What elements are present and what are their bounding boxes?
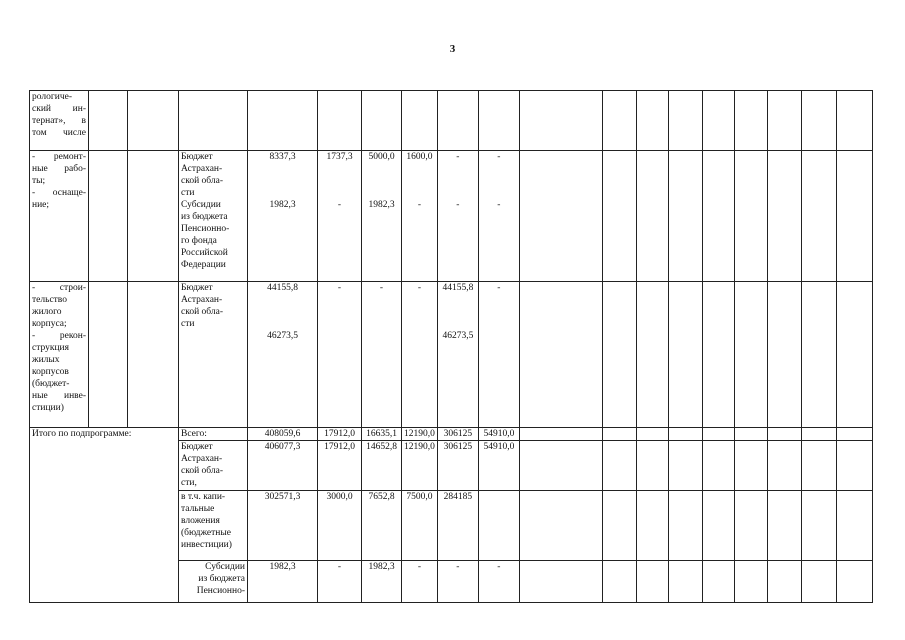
value-cell: 406077,3	[248, 441, 318, 491]
value-cell: 1982,3	[362, 561, 402, 603]
value-cell: 3000,0	[318, 491, 362, 561]
value-cell: 54910,0	[478, 441, 519, 491]
activity-cell: - строи- тельство жилого корпуса; - рекон- струкция жилых корпусов (бюджет- ные инве- стиции)	[30, 282, 89, 428]
table-row	[30, 282, 873, 428]
activity-cell: рологиче- ский ин- тернат», в том числе	[30, 91, 89, 151]
value-cell: 16635,1	[362, 428, 402, 441]
value-cell: 1982,3	[248, 561, 318, 603]
value-cell: 306125	[437, 428, 478, 441]
activity-cell: - ремонт- ные рабо- ты; - оснаще- ние;	[30, 151, 89, 282]
value-cell: 17912,0	[318, 428, 362, 441]
value-cell	[478, 491, 519, 561]
value-cell: 17912,0	[318, 441, 362, 491]
value-cell: 8337,3 1982,3	[248, 151, 318, 282]
value-cell: 12190,0	[402, 441, 438, 491]
value-cell: -	[402, 282, 438, 428]
program-table	[29, 90, 873, 603]
value-cell: 5000,0 1982,3	[362, 151, 402, 282]
value-cell: 1600,0 -	[402, 151, 438, 282]
value-cell: -	[402, 561, 438, 603]
value-cell: 7500,0	[402, 491, 438, 561]
value-cell: 12190,0	[402, 428, 438, 441]
value-cell: - -	[478, 151, 519, 282]
funding-source-cell: Всего:	[179, 428, 248, 441]
value-cell: -	[318, 282, 362, 428]
value-cell: 7652,8	[362, 491, 402, 561]
value-cell: - -	[437, 151, 478, 282]
value-cell: 1737,3 -	[318, 151, 362, 282]
funding-source-cell: Бюджет Астрахан- ской обла- сти	[179, 282, 248, 428]
value-cell: 54910,0	[478, 428, 519, 441]
subprogram-total-label: Итого по подпрограмме:	[30, 428, 179, 603]
table-row	[30, 151, 873, 282]
funding-source-cell: в т.ч. капи- тальные вложения (бюджетные инвестиции)	[179, 491, 248, 561]
page-number: 3	[449, 43, 456, 55]
value-cell: 284185	[437, 491, 478, 561]
funding-source-cell: Субсидии из бюджета Пенсионно-	[179, 561, 248, 603]
value-cell: -	[437, 561, 478, 603]
value-cell: -	[318, 561, 362, 603]
value-cell: -	[362, 282, 402, 428]
value-cell: 14652,8	[362, 441, 402, 491]
funding-source-cell: Бюджет Астрахан- ской обла- сти,	[179, 441, 248, 491]
value-cell: 44155,8 46273,5	[437, 282, 478, 428]
table-row	[30, 428, 873, 441]
value-cell: 306125	[437, 441, 478, 491]
value-cell: 408059,6	[248, 428, 318, 441]
value-cell: -	[478, 282, 519, 428]
table-row	[30, 91, 873, 151]
value-cell: 302571,3	[248, 491, 318, 561]
funding-source-cell: Бюджет Астрахан- ской обла- сти Субсидии из бюджета Пенсионно- го фонда Российской Федерации	[179, 151, 248, 282]
value-cell: 44155,8 46273,5	[248, 282, 318, 428]
value-cell: -	[478, 561, 519, 603]
